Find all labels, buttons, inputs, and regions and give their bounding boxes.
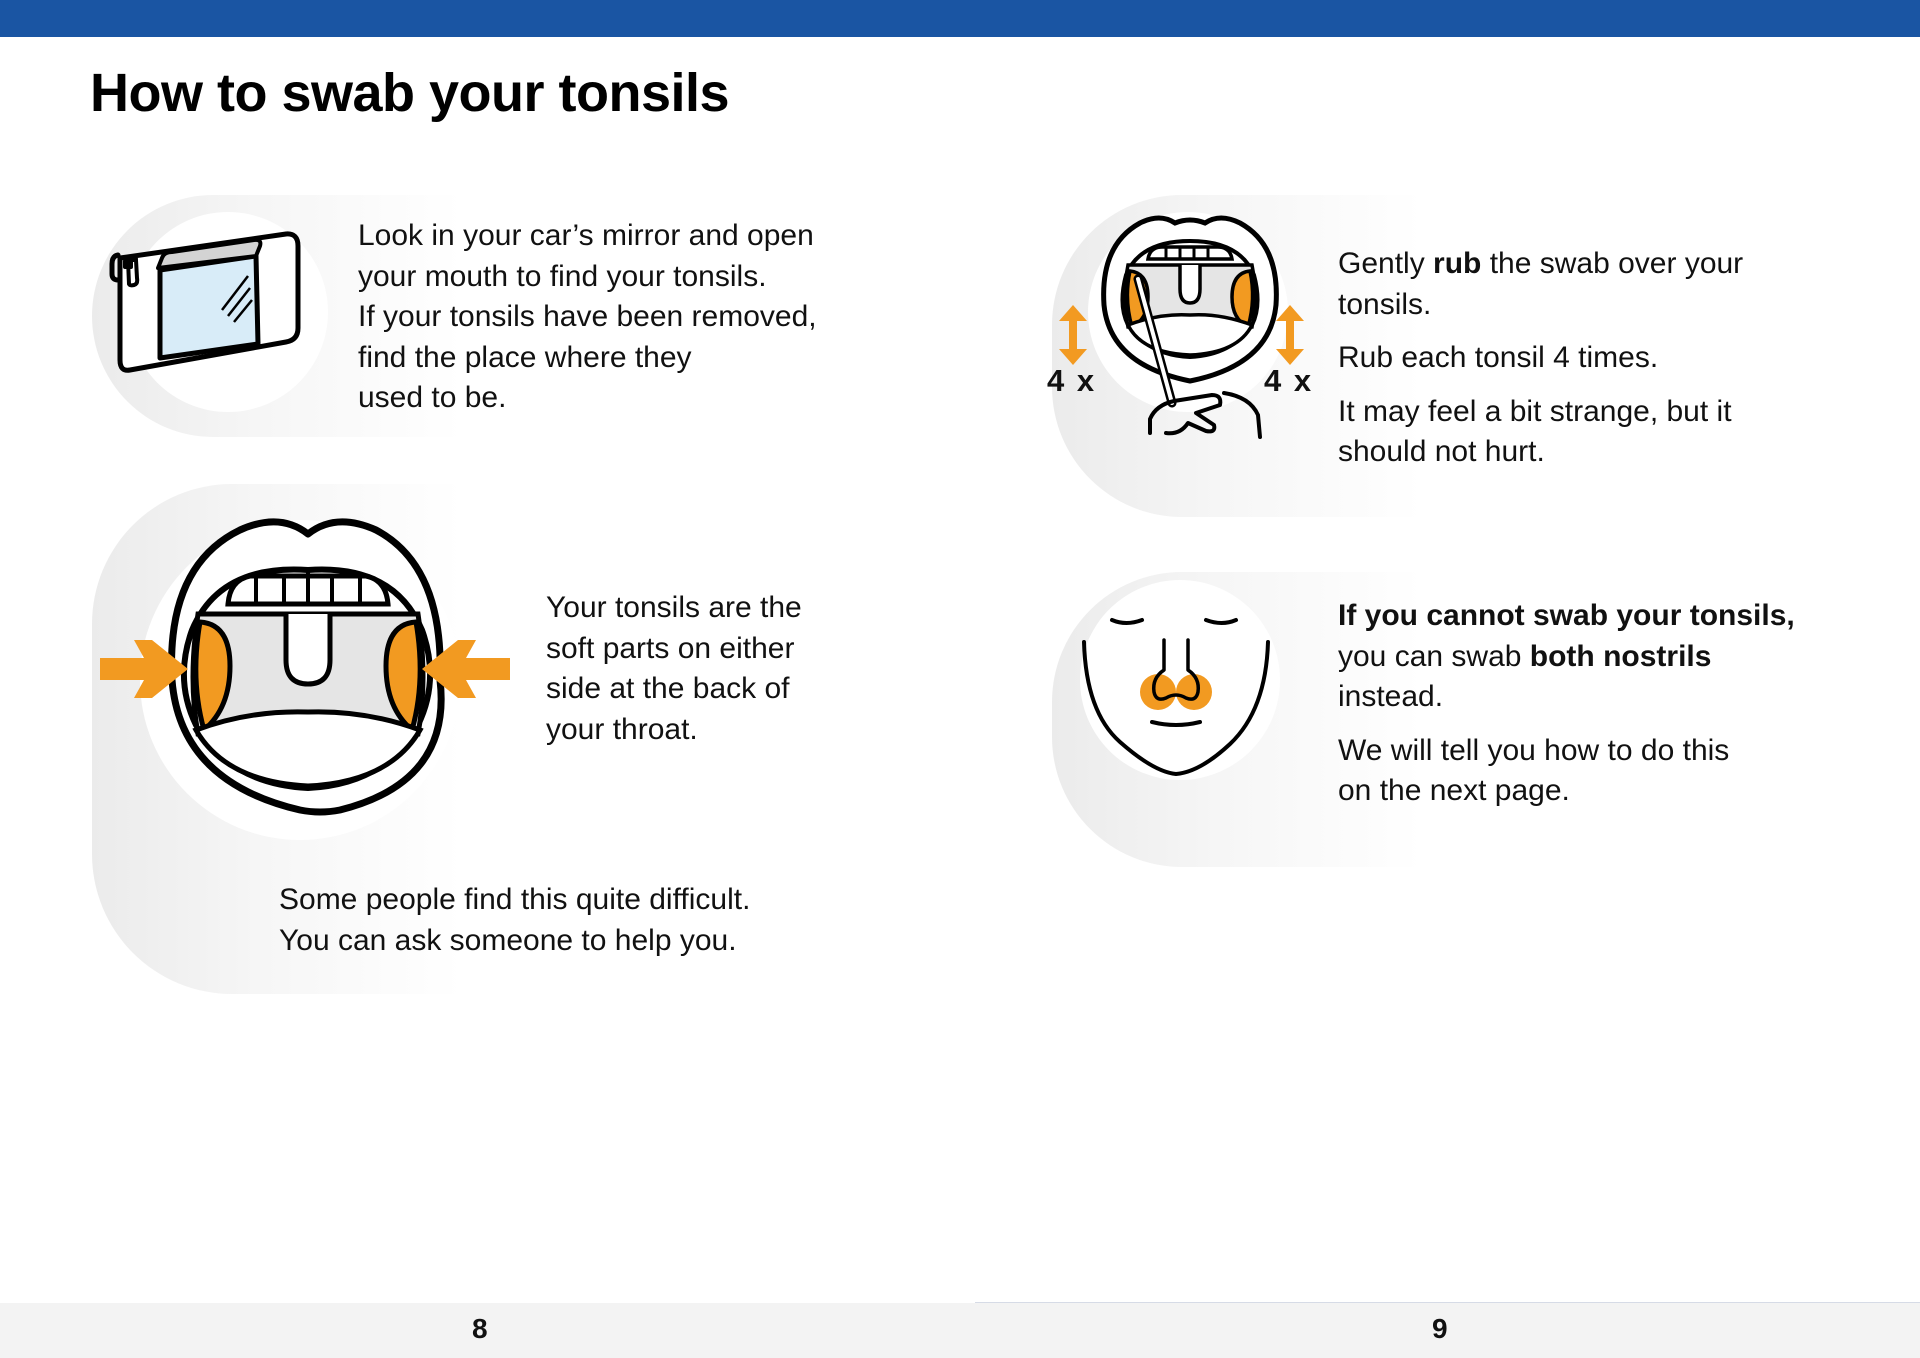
step2-line: side at the back of <box>546 672 790 705</box>
footer-divider <box>975 1302 1920 1303</box>
swab-count-left: 4 x <box>1047 363 1097 398</box>
page-number-left: 8 <box>472 1313 488 1344</box>
swab-tonsils-icon <box>1090 215 1290 437</box>
header-bar <box>0 0 1920 37</box>
up-down-arrow-right-icon <box>1274 305 1306 365</box>
face-nostrils-icon <box>1080 612 1280 782</box>
step2-line: your throat. <box>546 712 698 746</box>
left-arrow-icon <box>100 638 190 700</box>
step1-text <box>358 216 878 419</box>
page-number-right: 9 <box>1432 1313 1448 1344</box>
step2-text <box>546 588 886 750</box>
step4-paragraph-2: We will tell you how to do this on the next page. <box>1338 733 1730 807</box>
step1-line: your mouth to find your tonsils. <box>358 259 767 293</box>
step1-line: Look in your car’s mirror and open <box>358 219 814 252</box>
step3-paragraph-2: Rub each tonsil 4 times. <box>1338 341 1659 374</box>
step2-line: Your tonsils are the <box>546 591 802 624</box>
car-mirror-icon <box>110 228 310 378</box>
step2-note-line: You can ask someone to help you. <box>279 923 737 957</box>
right-arrow-icon <box>420 638 510 700</box>
step3-paragraph-1: Gently rub the swab over your tonsils. <box>1338 247 1744 321</box>
step2-line: soft parts on either <box>546 631 795 665</box>
page-title: How to swab your tonsils <box>90 63 730 123</box>
step1-line: If your tonsils have been removed, <box>358 300 817 333</box>
step1-line: find the place where they <box>358 340 692 374</box>
swab-count-right: 4 x <box>1264 363 1314 398</box>
step2-note <box>279 880 879 961</box>
step4-text <box>1338 596 1898 812</box>
step3-emphasis: rub <box>1433 247 1482 280</box>
step3-paragraph-3: It may feel a bit strange, but it should not hurt. <box>1338 394 1732 468</box>
step2-note-line: Some people find this quite difficult. <box>279 883 751 916</box>
footer-bar <box>0 1303 1920 1358</box>
step1-line: used to be. <box>358 381 507 414</box>
up-down-arrow-left-icon <box>1057 305 1089 365</box>
step4-paragraph-1: If you cannot swab your tonsils, you can swab both nostrils instead. <box>1338 599 1795 713</box>
step4-nostrils-emphasis: both nostrils <box>1529 639 1712 673</box>
step4-emphasis: If you cannot swab your tonsils, <box>1338 599 1795 632</box>
step3-text <box>1338 244 1898 473</box>
